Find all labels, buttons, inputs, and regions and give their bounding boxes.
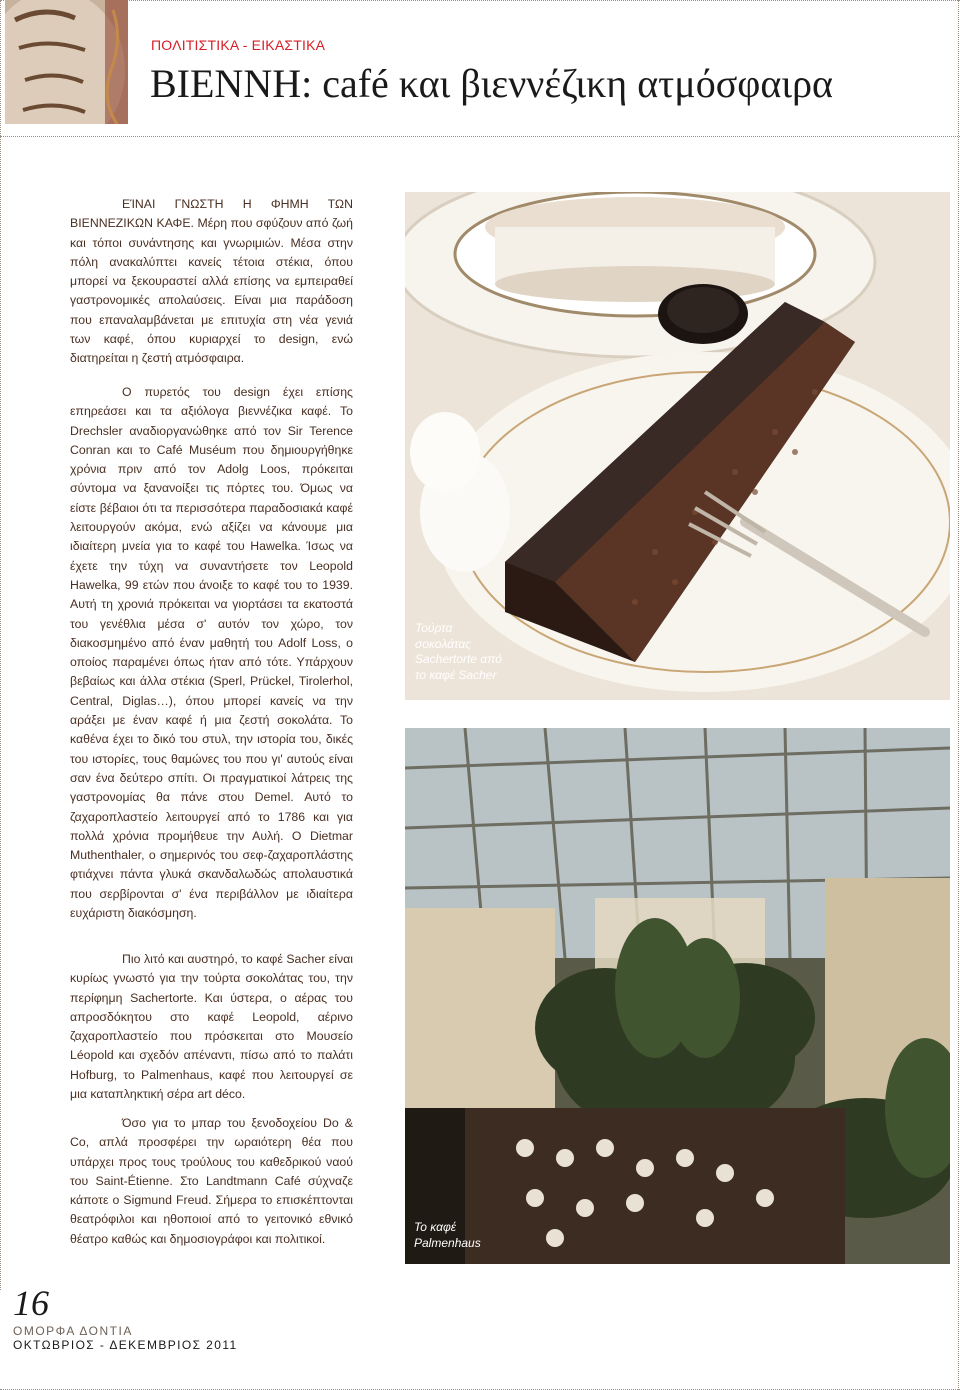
- page-border-right: [958, 0, 959, 1390]
- paragraph-text: Ο πυρετός του design έχει επίσης επηρεάσει και τα αξιόλογα βιεννέζικα καφέ. Το Drechsler αναδιοργανώθηκε από τον Sir Terence Conran και το Café Muséum που δημιουργήθηκε χρόνια πριν από τον Adolg Loos, πρόκειται σύντομα να ξανανοίξει τις πόρτες του. Όμως να είστε βέβαιοι ότι τα περισσότερα παραδοσιακά καφέ λειτουργούν ακόμα, ενώ αξίζει να κάνουμε μια ιδιαίτερη μνεία για το καφέ του Hawelka. Ίσως να έχετε την τύχη να συναντήσετε τον Leopold Hawelka, 99 ετών που άνοιξε το καφέ του το 1939. Αυτή τη χρονιά πρόκειται να γιορτάσει τα εκατοστά του γενέθλια μέσα σ' αυτόν τον χώρο, τον διακοσμημένο από έναν μαθητή του Adolf Loss, ο οποίος παραμένει όπως ήταν από τότε. Υπάρχουν βεβαίως και άλλα στέκια (Sperl, Prückel, Tirolerhol, Central, Diglas…), όπου μπορεί κανείς να την αράξει με έναν καφέ ή μια ζεστή σοκολάτα. Το καθένα έχει το δικό του στυλ, την ιστορία του, δικές του ιστορίες, τους θαμώνες του που γι' αυτούς είναι σαν ένα δεύτερο σπίτι. Οι πραγματικοί λάτρεις της γαστρονομίας θα πάνε στου Demel. Αυτό το ζαχαροπλαστείο λειτουργεί από το 1786 και για πολλά χρόνια προμήθευε την Αυλή. Ο Dietmar Muthenthaler, ο σημερινός του σεφ-ζαχαροπλάστης φτιάχνει πάντα γλυκά σκανδαλωδώς απολαυστικά που σερβίρονται σ' ένα περιβάλλον με ιδιαίτερα ευχάριστη διακόσμηση.: [70, 385, 353, 921]
- article-paragraph-3: [70, 950, 353, 1104]
- palmenhaus-caption: Το καφέ Palmenhaus: [414, 1220, 481, 1250]
- header-corner-photo: [5, 0, 128, 124]
- article-paragraph-2: [70, 383, 353, 923]
- magazine-name: ΟΜΟΡΦΑ ΔΟΝΤΙΑ: [13, 1324, 133, 1338]
- page-title: ΒΙΕΝΝΗ: café και βιεννέζικη ατμόσφαιρα: [150, 61, 833, 106]
- palmenhaus-photo: [405, 728, 950, 1264]
- paragraph-text: ΕΊΝΑΙ ΓΝΩΣΤΗ Η ΦΗΜΗ ΤΩΝ ΒΙΕΝΝΕΖΙΚΩΝ ΚΑΦΕ. Μέρη που σφύζουν από ζωή και τόποι συνάντησης και γνωριμιών. Μέσα στην πόλη ανακαλύπτει κανείς τέτοια στέκια, όπου μπορεί να ξεκουραστεί αλλά επίσης να εμπειραθεί γαστρονομικές απολαύσεις. Είναι μια παράδοση που επαναλαμβάνεται με επιτυχία στη νέα γενιά των καφέ, όπου κυριαρχεί το design, ενώ διατηρείται η ζεστή ατμόσφαιρα.: [70, 197, 353, 366]
- paragraph-text: Πιο λιτό και αυστηρό, το καφέ Sacher είναι κυρίως γνωστό για την τούρτα σοκολάτας του, την περίφημη Sachertorte. Και ύστερα, ο αέρας του απροσδόκητου στο καφέ Leopold, αέρινο ζαχαροπλαστείο που πρόσκειται στο Μουσείο Léopold και σχεδόν απέναντι, πίσω από το παλάτι Hofburg, το Palmenhaus, καφέ που λειτουργεί σε μια καταπληκτική σέρα art déco.: [70, 952, 353, 1102]
- page-number: 16: [13, 1283, 49, 1323]
- header-divider: [0, 136, 960, 137]
- page-border-left: [0, 0, 1, 1290]
- paragraph-text: Όσο για το μπαρ του ξενοδοχείου Do & Co, απλά προσφέρει την ωραιότερη θέα που υπάρχει προς τους τρούλους του καθεδρικού ναού του Saint-Étienne. Στο Landtmann Café σύχναζε κάποτε ο Sigmund Freud. Σήμερα το επισκέπτονται θεατρόφιλοι και ηθοποιοί από το γειτονικό εθνικό θέατρο καθώς και δημοσιογράφοι και πολιτικοί.: [70, 1116, 353, 1246]
- article-paragraph-1: [70, 195, 353, 369]
- sachertorte-caption: Τούρτα σοκολάτας Sachertorte από το καφέ Sacher: [415, 621, 502, 682]
- page-border-top: [0, 0, 960, 1]
- section-tag: ΠΟΛΙΤΙΣΤΙΚΑ - ΕΙΚΑΣΤΙΚΑ: [151, 37, 326, 53]
- issue-date: ΟΚΤΩΒΡΙΟΣ - ΔΕΚΕΜΒΡΙΟΣ 2011: [13, 1338, 238, 1352]
- article-paragraph-4: [70, 1114, 353, 1249]
